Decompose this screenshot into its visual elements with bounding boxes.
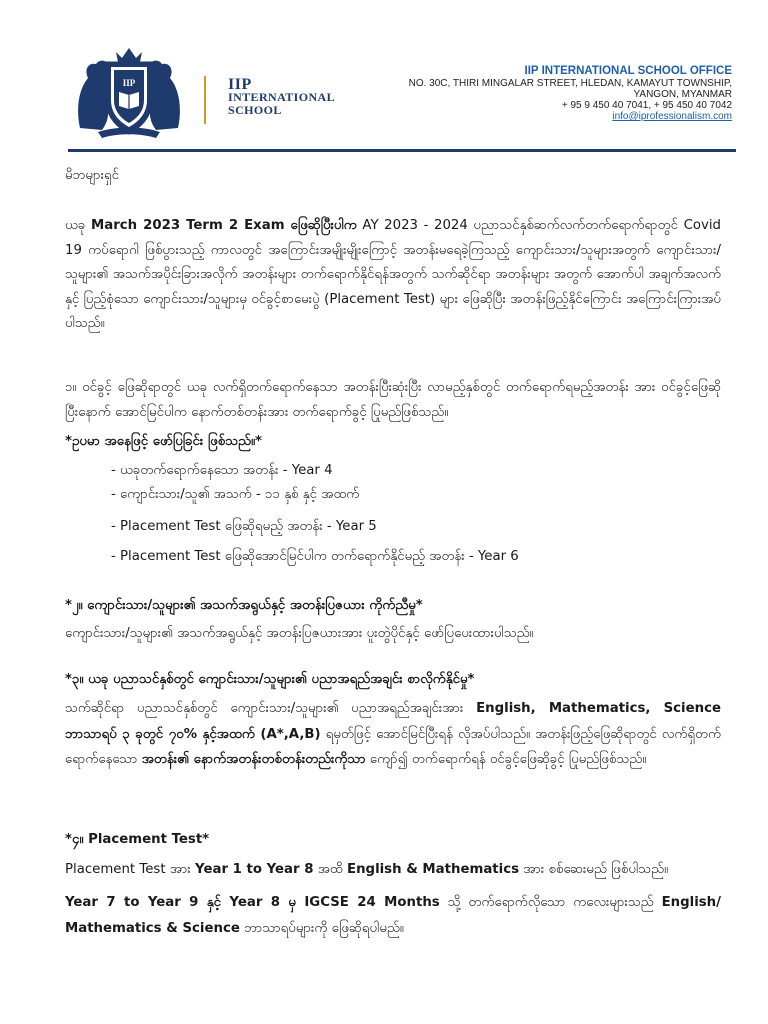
section3-text-e: ကျော်၍ တက်ရောက်ရန် ဝင်ခွင့်ဖြေဆိုခွင့် ပြုမည်ဖြစ်သည်။ xyxy=(365,752,647,767)
intro-text-bold: March 2023 Term 2 Exam ဖြေဆိုပြီးပါက xyxy=(90,218,357,233)
section2-text: ကျောင်းသား/သူများ၏ အသက်အရွယ်နှင့် အတန်းပြဇယားအား ပူးတွဲပိုင်နှင့် ဖော်ပြပေးထားပါသည်။ xyxy=(65,626,534,641)
intro-text-a: ယခု xyxy=(65,218,91,233)
header-rule xyxy=(68,149,736,152)
s4-l2a: Year 7 to Year 9 နှင့် Year 8 မှ IGCSE 24 Months xyxy=(65,895,440,910)
school-name-line3: SCHOOL xyxy=(228,103,282,117)
section3-text-bold2: အတန်း၏ နောက်အတန်းတစ်တန်းတည်းကိုသာ xyxy=(141,752,366,767)
s4-l1d: English & Mathematics xyxy=(347,862,520,877)
intro-text-c: AY 2023 - 2024 ပညာသင်နှစ်ဆက်လက်တက်ရောက်ရာတွင် Covid 19 ကပ်ရောဂါ ဖြစ်ပွားသည့် ကာလတွင် အကြောင်းအမျိုးမျိုးကြောင့် အတန်းမရေခဲ့ကြသည့် ကျောင်းသား/သူများအတွက် ကျောင်းသား/သူများ၏ အသက်အပိုင်းခြားအလိုက် အတန်းများ တက်ရောက်နိုင်ရန်အတွက် သက်ဆိုင်ရာ အတန်းများ အတွက် အောက်ပါ အချက်အလက်နှင့် ပြည့်စုံသော ကျောင်းသား/သူများမှ ဝင်ခွင့်စာမေးပွဲ (Placement Test) များ ဖြေဆိုပြီး အတန်းဖြည့်နိုင်ကြောင်း အကြောင်းကြားအပ်ပါသည်။ xyxy=(65,218,721,331)
address-line1: NO. 30C, THIRI MINGALAR STREET, HLEDAN, KAMAYUT TOWNSHIP, xyxy=(408,78,732,89)
example-bullet: - Placement Test ဖြေဆိုအောင်မြင်ပါက တက်ရောက်နိုင်မည့် အတန်း - Year 6 xyxy=(111,549,519,564)
s4-l2b: သို့ တက်ရောက်လိုသော ကလေးများသည် xyxy=(439,895,662,910)
office-title: IIP INTERNATIONAL SCHOOL OFFICE xyxy=(524,65,732,77)
letterhead xyxy=(0,0,768,150)
school-name xyxy=(228,78,335,117)
s4-l2d: ဘာသာရပ်များကို ဖြေဆိုရပါမည်။ xyxy=(239,921,404,936)
salutation: မိဘများရှင် xyxy=(65,168,119,183)
phone-numbers: + 95 9 450 40 7041, + 95 450 40 7042 xyxy=(561,100,732,111)
example-bullet: - Placement Test ဖြေဆိုရမည့် အတန်း - Year 5 xyxy=(111,519,377,534)
s4-l1b: Year 1 to Year 8 xyxy=(195,862,314,877)
section1-paragraph: ၁။ ဝင်ခွင့် ဖြေဆိုရာတွင် ယခု လက်ရှိတက်ရောက်နေသာ အတန်းပြီးဆုံးပြီး လာမည့်နှစ်တွင် တက်ရောက်ရမည့်အတန်း အား ဝင်ခွင့်ဖြေဆိုပြီးနောက် အောင်မြင်ပါက နောက်တစ်တန်းအား တက်ရောက်ခွင့် ပြုမည်ဖြစ်သည်။ xyxy=(65,380,721,420)
s4-l1a: Placement Test အား xyxy=(65,862,196,877)
example-title: *ဥပမာ အနေဖြင့် ဖော်ပြခြင်း ဖြစ်သည်။* xyxy=(65,434,262,449)
example-bullet: - ကျောင်းသား/သူ၏ အသက် - ၁၁ နှစ် နှင့် အထက် xyxy=(111,487,360,502)
s4-l1c: အထိ xyxy=(313,862,347,877)
email-link[interactable]: info@iprofessionalism.com xyxy=(612,111,732,122)
school-name-line1: IIP xyxy=(228,76,252,93)
divider-bar xyxy=(204,76,206,124)
school-name-line2: INTERNATIONAL xyxy=(228,90,335,104)
crest-text: IIP xyxy=(122,78,136,88)
section3-text-c: ရမှတ်ဖြင့် အောင်မြင်ပြီးရန် လိုအပ်ပါသည်။ အတန်းဖြည့်ဖြေဆိုရာတွင် လက်ရှိတက်ရောက်နေသော xyxy=(65,726,722,767)
intro-paragraph xyxy=(65,214,721,337)
section2-title: *၂။ ကျောင်းသား/သူများ၏ အသက်အရွယ်နှင့် အတန်းပြဇယား ကိုက်ညီမှု* xyxy=(65,598,423,613)
section3-text-a: သက်ဆိုင်ရာ ပညာသင်နှစ်တွင် ကျောင်းသား/သူများ၏ ပညာအရည်အချင်းအား xyxy=(65,701,477,716)
address-line2: YANGON, MYANMAR xyxy=(633,89,732,100)
section4-title: *၄။ Placement Test* xyxy=(65,832,210,847)
school-crest-logo xyxy=(70,40,188,140)
office-contact-block xyxy=(409,66,732,122)
section4-line2 xyxy=(65,890,721,942)
section3-text-bold1: English, Mathematics, Science ဘာသာရပ် ၃ ခုတွင် ၇၀% နှင့်အထက် (A*,A,B) xyxy=(65,701,721,742)
section3-paragraph xyxy=(65,696,721,773)
example-bullet: - ယခုတက်ရောက်နေသော အတန်း - Year 4 xyxy=(111,463,333,478)
section4-line1 xyxy=(65,858,721,883)
section3-title: *၃။ ယခု ပညာသင်နှစ်တွင် ကျောင်းသား/သူများ၏ ပညာအရည်အချင်း စာလိုက်နိုင်မှု* xyxy=(65,672,475,687)
s4-l2c: English/ Mathematics & Science xyxy=(65,895,721,936)
s4-l1e: အား စစ်ဆေးမည် ဖြစ်ပါသည်။ xyxy=(519,862,669,877)
